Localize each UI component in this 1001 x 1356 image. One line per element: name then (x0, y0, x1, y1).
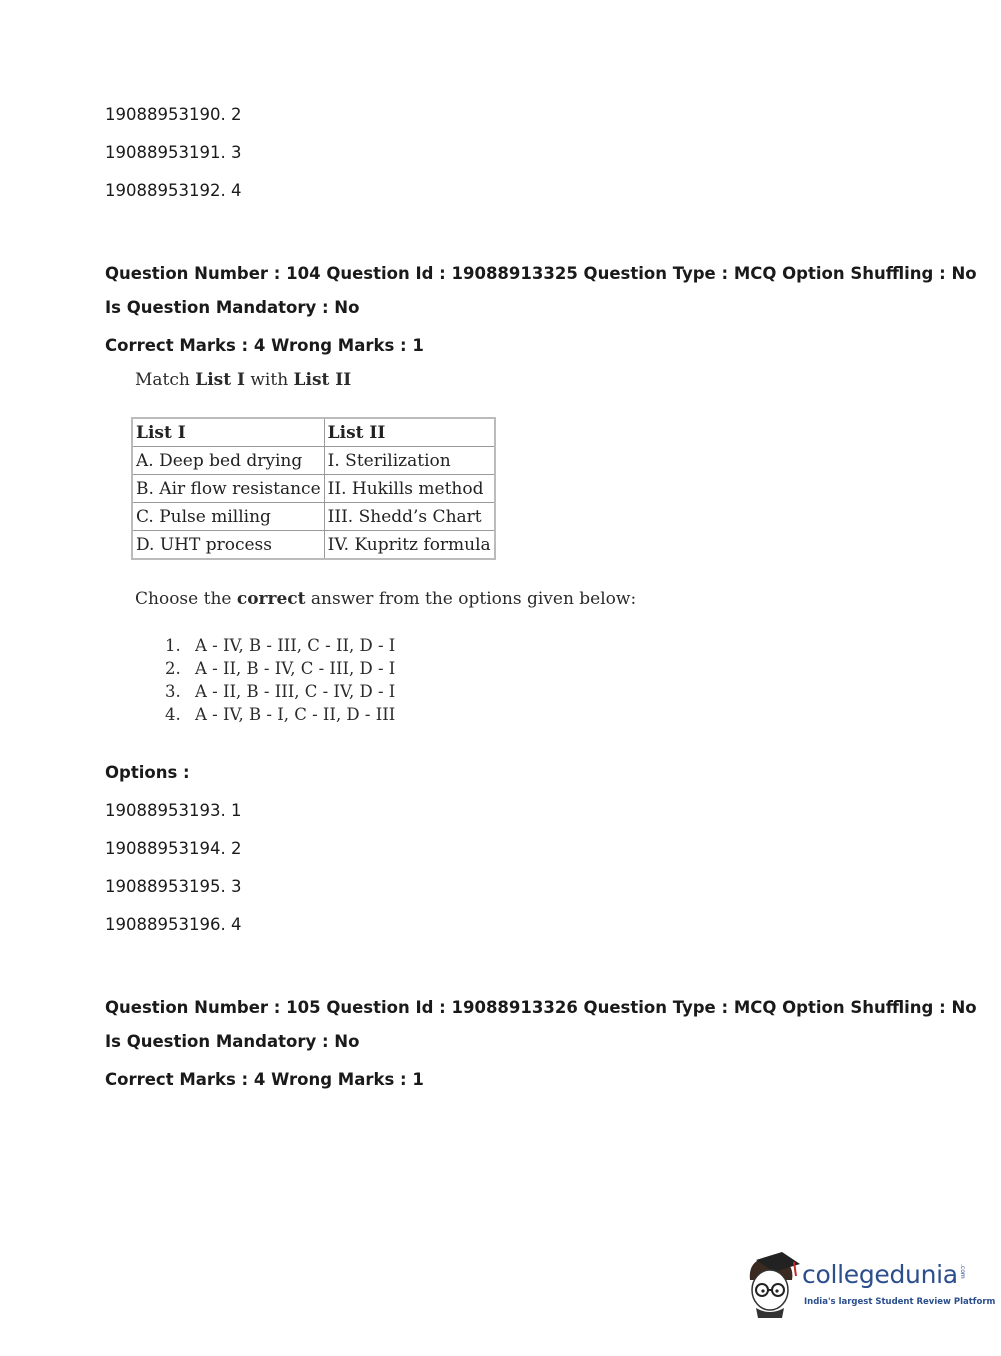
match-table (131, 417, 496, 560)
mascot-icon (742, 1250, 802, 1320)
question-prompt (135, 370, 351, 390)
prompt-list1: List I (195, 370, 245, 390)
question-marks: Correct Marks : 4 Wrong Marks : 1 (105, 1070, 424, 1089)
prompt-text: with (244, 370, 294, 390)
option-line: 19088953196. 4 (105, 915, 242, 934)
table-cell: I. Sterilization (324, 447, 495, 475)
question-header: Question Number : 104 Question Id : 19088913325 Question Type : MCQ Option Shuffling : No (105, 264, 977, 283)
table-header-cell: List II (324, 418, 495, 447)
table-cell: C. Pulse milling (132, 503, 324, 531)
option-line: 19088953192. 4 (105, 181, 242, 200)
table-row (132, 531, 495, 560)
prompt-text: Match (135, 370, 196, 390)
question-marks: Correct Marks : 4 Wrong Marks : 1 (105, 336, 424, 355)
logo-wordmark: collegedunia (802, 1260, 958, 1289)
option-line: 19088953194. 2 (105, 839, 242, 858)
table-row (132, 503, 495, 531)
question-mandatory: Is Question Mandatory : No (105, 298, 360, 317)
option-line: 19088953191. 3 (105, 143, 242, 162)
prompt-list2: List II (293, 370, 352, 390)
table-cell: A. Deep bed drying (132, 447, 324, 475)
answer-choices (165, 634, 395, 726)
choice-item: 2. A - II, B - IV, C - III, D - I (165, 659, 396, 678)
table-cell: B. Air flow resistance (132, 475, 324, 503)
choice-item: 3. A - II, B - III, C - IV, D - I (165, 682, 396, 701)
match-table-wrapper (131, 417, 496, 560)
option-line: 19088953193. 1 (105, 801, 242, 820)
option-line: 19088953195. 3 (105, 877, 242, 896)
table-row (132, 475, 495, 503)
options-label: Options : (105, 763, 190, 782)
table-header-cell: List I (132, 418, 324, 447)
instruction-bold: correct (236, 589, 306, 609)
table-header-row (132, 418, 495, 447)
instruction-text: answer from the options given below: (305, 589, 637, 609)
instruction-text: Choose the (135, 589, 237, 609)
choice-item: 4. A - IV, B - I, C - II, D - III (165, 705, 396, 724)
table-cell: IV. Kupritz formula (324, 531, 495, 560)
logo-suffix: .com (959, 1264, 966, 1279)
table-cell: D. UHT process (132, 531, 324, 560)
choice-item: 1. A - IV, B - III, C - II, D - I (165, 636, 396, 655)
table-row (132, 447, 495, 475)
question-header: Question Number : 105 Question Id : 19088913326 Question Type : MCQ Option Shuffling : No (105, 998, 977, 1017)
table-cell: III. Shedd’s Chart (324, 503, 495, 531)
option-line: 19088953190. 2 (105, 105, 242, 124)
logo-tagline: India's largest Student Review Platform (804, 1297, 996, 1307)
choose-instruction (135, 589, 636, 609)
collegedunia-logo (742, 1250, 996, 1320)
table-cell: II. Hukills method (324, 475, 495, 503)
question-mandatory: Is Question Mandatory : No (105, 1032, 360, 1051)
